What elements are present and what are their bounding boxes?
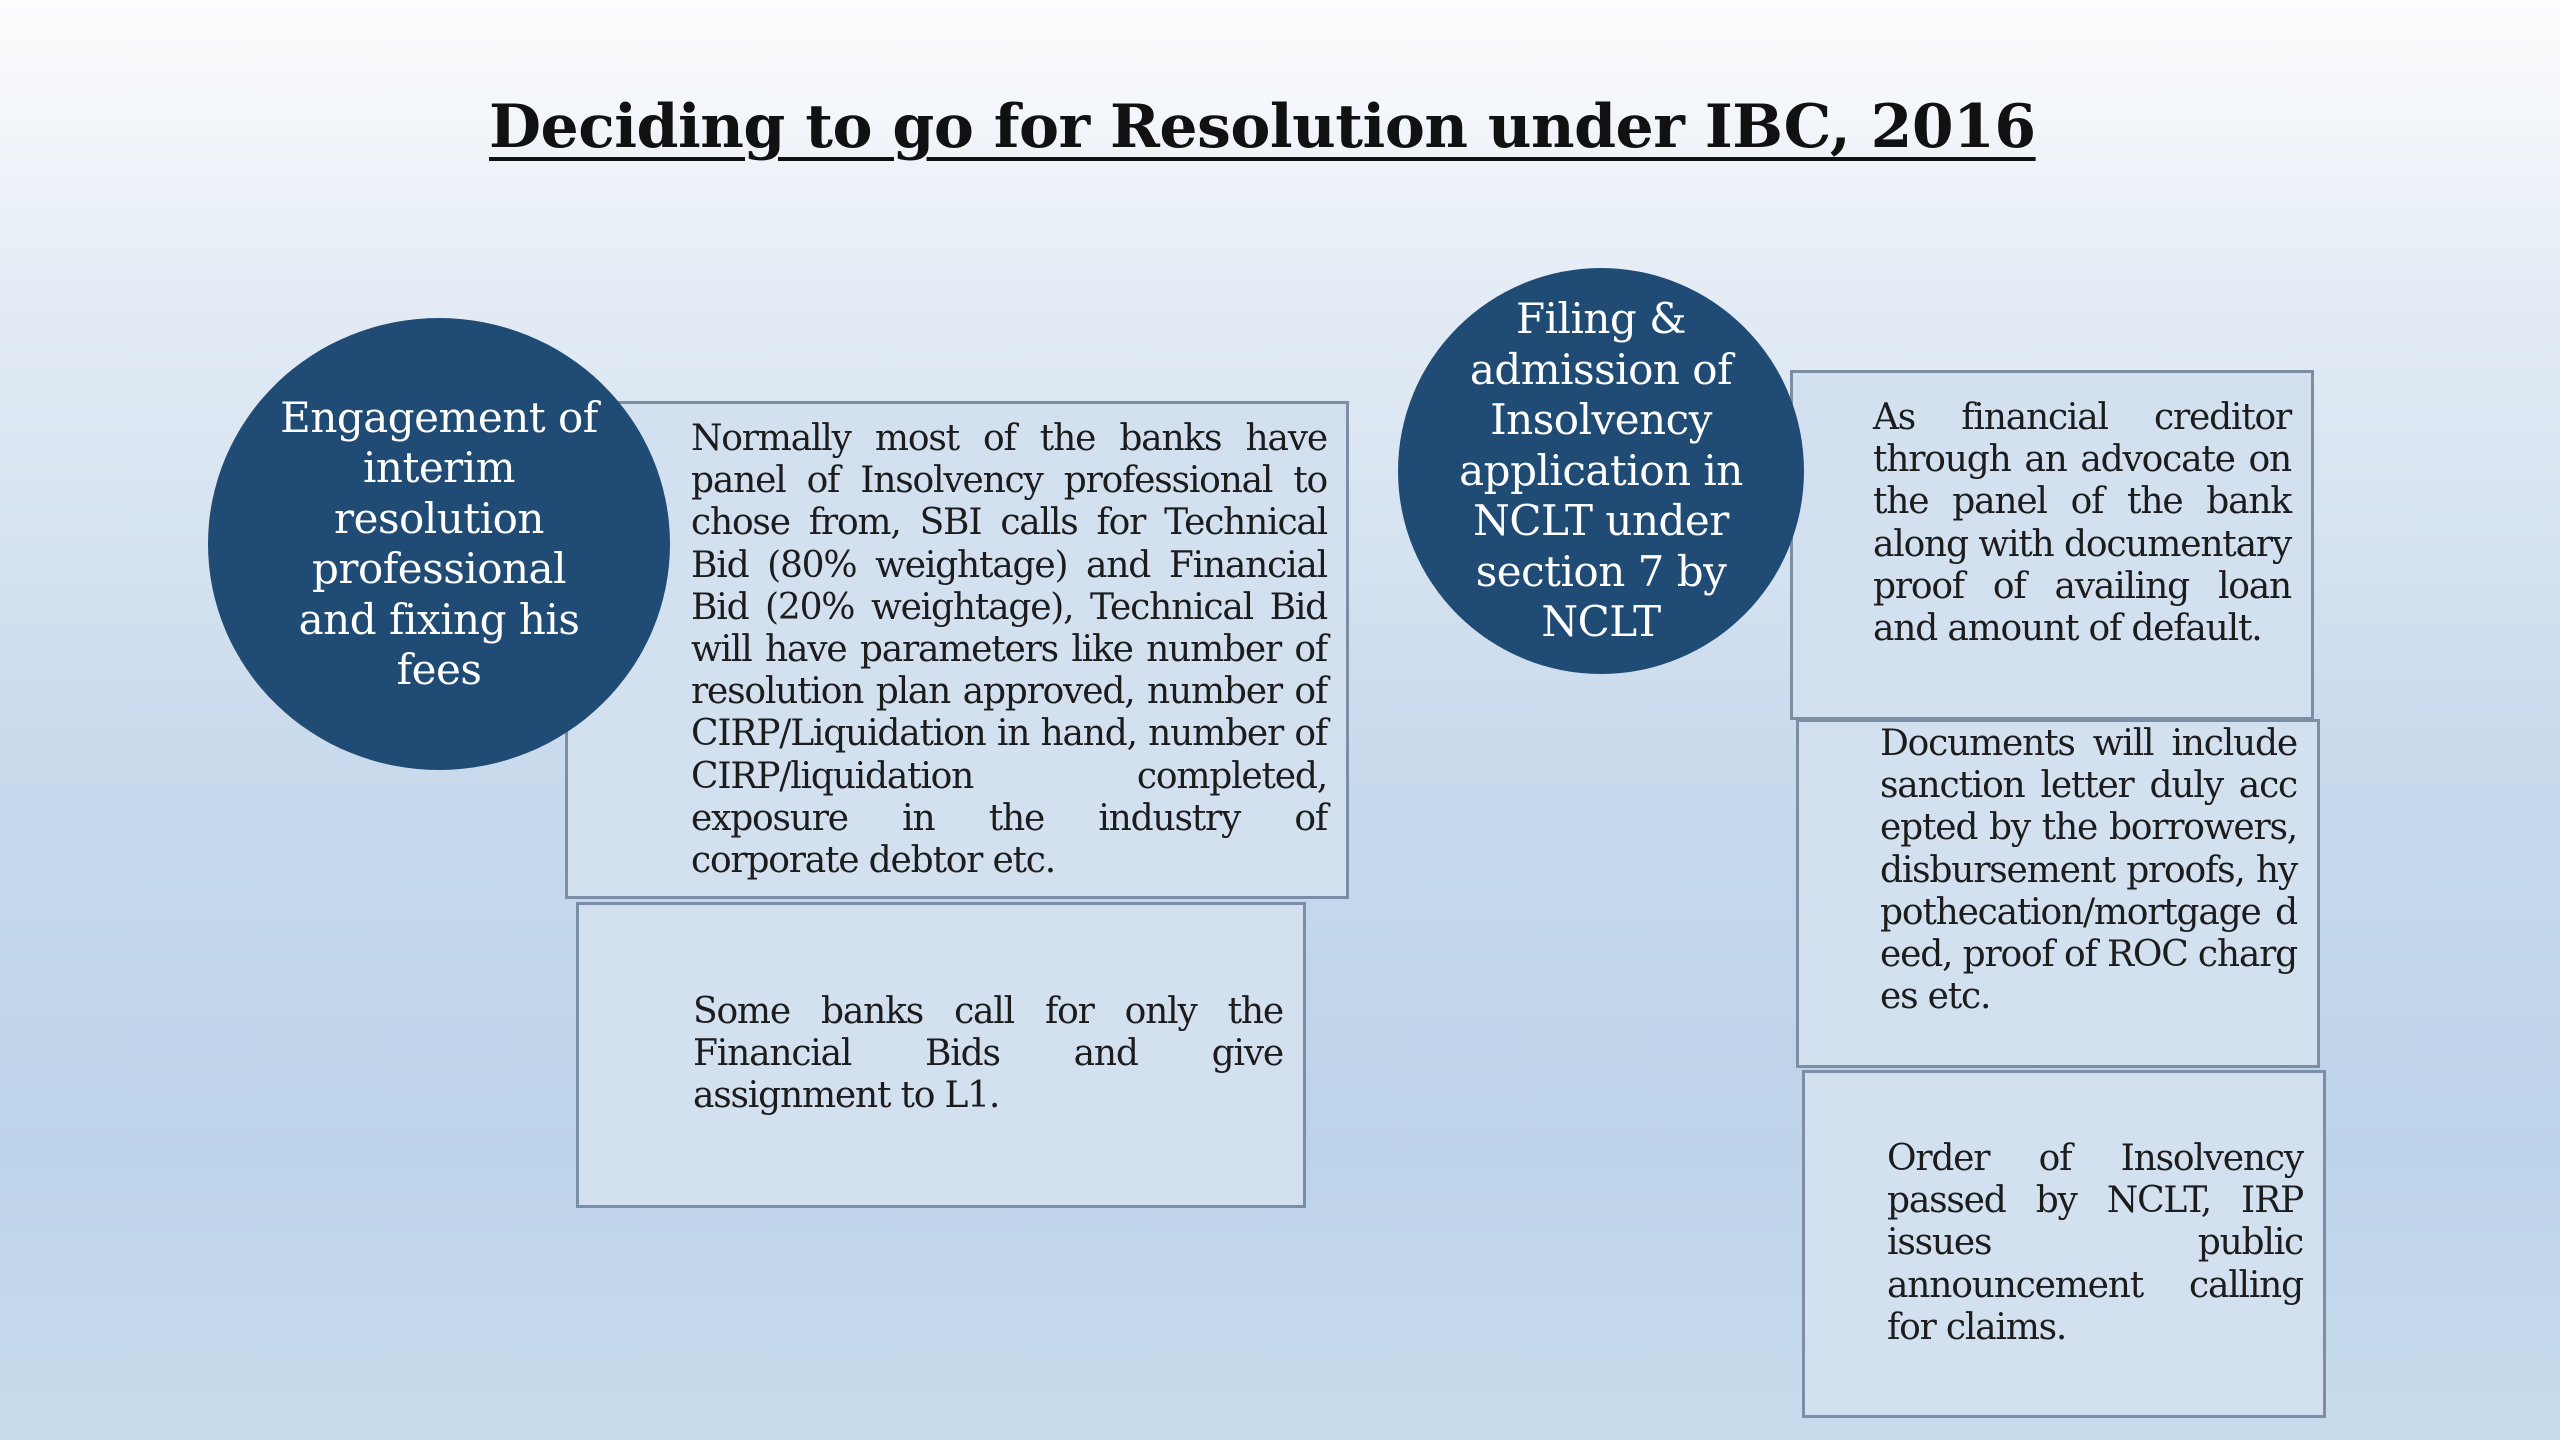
order-text: Order of Insolvency passed by NCLT, IRP issues public announcement calling for claims. [1887, 1138, 2303, 1348]
filing-circle-label: Filing & admission of Insolvency application in NCLT under section 7 by NCLT [1459, 294, 1743, 647]
financial-bids-text: Some banks call for only the Financial Bids and give assignment to L1. [693, 991, 1283, 1117]
financial-creditor-text: As financial creditor through an advocate on the panel of the bank along with documentary proof of availing loan and amount of default. [1873, 397, 2291, 650]
filing-circle [1398, 268, 1804, 674]
documents-text: Documents will include sanction letter duly accepted by the borrowers, disbursement proofs, hypothecation/mortgage deed, proof of ROC charges etc. [1880, 723, 2297, 1018]
engagement-circle [208, 318, 670, 770]
engagement-circle-label: Engagement of interim resolution professional and fixing his fees [280, 392, 598, 694]
slide-title: Deciding to go for Resolution under IBC, 2016 [489, 92, 2036, 162]
irp-engagement-text: Normally most of the banks have panel of Insolvency professional to chose from, SBI calls for Technical Bid (80% weightage) and Financial Bid (20% weightage), Technical Bid will have parameters like number of resolution plan approved, number of CIRP/Liquidation in hand, number of CIRP/liquidation completed, exposure in the industry of corporate debtor etc. [691, 418, 1327, 882]
